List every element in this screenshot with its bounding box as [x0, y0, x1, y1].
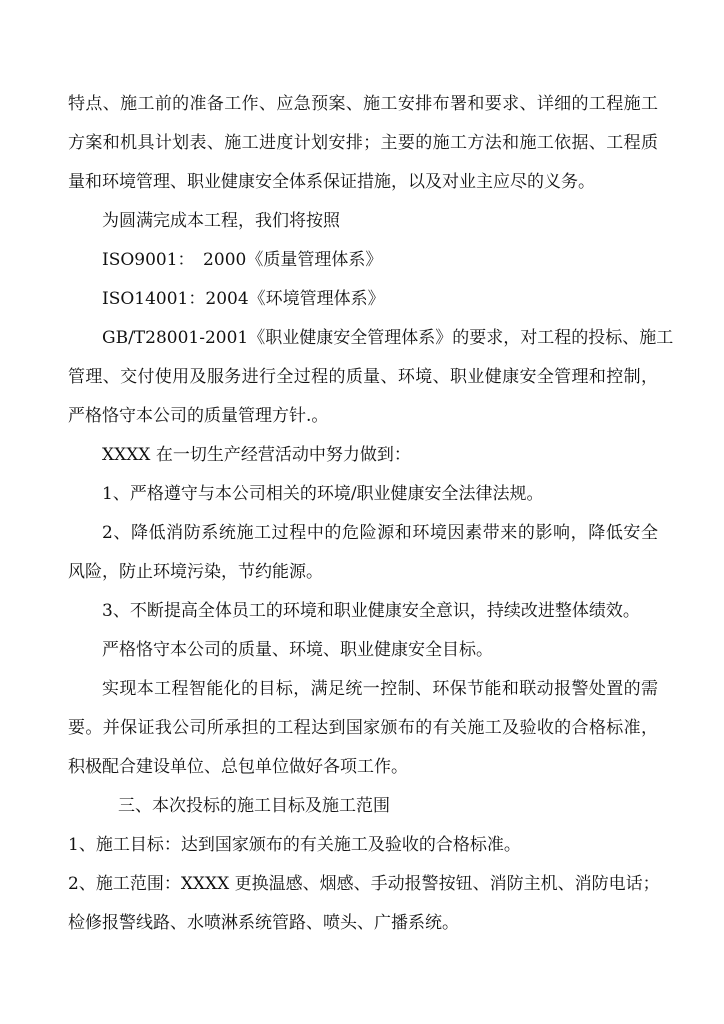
body-text-line: 为圆满完成本工程，我们将按照	[102, 211, 340, 231]
list-item-line: 2、降低消防系统施工过程中的危险源和环境因素带来的影响，降低安全	[102, 523, 658, 543]
standard-reference-line: ISO9001： 2000《质量管理体系》	[102, 250, 383, 270]
list-item-line: 检修报警线路、水喷淋系统管路、喷头、广播系统。	[68, 913, 459, 933]
body-text-line: 特点、施工前的准备工作、应急预案、施工安排布署和要求、详细的工程施工	[68, 94, 658, 114]
body-text-line: 积极配合建设单位、总包单位做好各项工作。	[68, 757, 408, 777]
body-text-line: 量和环境管理、职业健康安全体系保证措施，以及对业主应尽的义务。	[68, 172, 595, 192]
list-item-line: 2、施工范围：XXXX 更换温感、烟感、手动报警按钮、消防主机、消防电话；	[68, 874, 660, 894]
section-heading: 三、本次投标的施工目标及施工范围	[118, 796, 390, 816]
body-text-line: 方案和机具计划表、施工进度计划安排；主要的施工方法和施工依据、工程质	[68, 133, 658, 153]
body-text-line: GB/T28001-2001《职业健康安全管理体系》的要求，对工程的投标、施工	[102, 328, 674, 348]
list-item-line: 1、严格遵守与本公司相关的环境/职业健康安全法律法规。	[102, 484, 544, 504]
body-text-line: XXXX 在一切生产经营活动中努力做到：	[102, 445, 411, 465]
body-text-line: 严格恪守本公司的质量、环境、职业健康安全目标。	[102, 640, 493, 660]
body-text-line: 实现本工程智能化的目标，满足统一控制、环保节能和联动报警处置的需	[102, 679, 658, 699]
body-text-line: 严格恪守本公司的质量管理方针.。	[68, 406, 329, 426]
body-text-line: 要。并保证我公司所承担的工程达到国家颁布的有关施工及验收的合格标准，	[68, 718, 658, 738]
list-item-line: 风险，防止环境污染，节约能源。	[68, 562, 323, 582]
list-item-line: 3、不断提高全体员工的环境和职业健康安全意识，持续改进整体绩效。	[102, 601, 640, 621]
standard-reference-line: ISO14001：2004《环境管理体系》	[102, 289, 385, 309]
body-text-line: 管理、交付使用及服务进行全过程的质量、环境、职业健康安全管理和控制，	[68, 367, 658, 387]
list-item-line: 1、施工目标：达到国家颁布的有关施工及验收的合格标准。	[68, 835, 521, 855]
